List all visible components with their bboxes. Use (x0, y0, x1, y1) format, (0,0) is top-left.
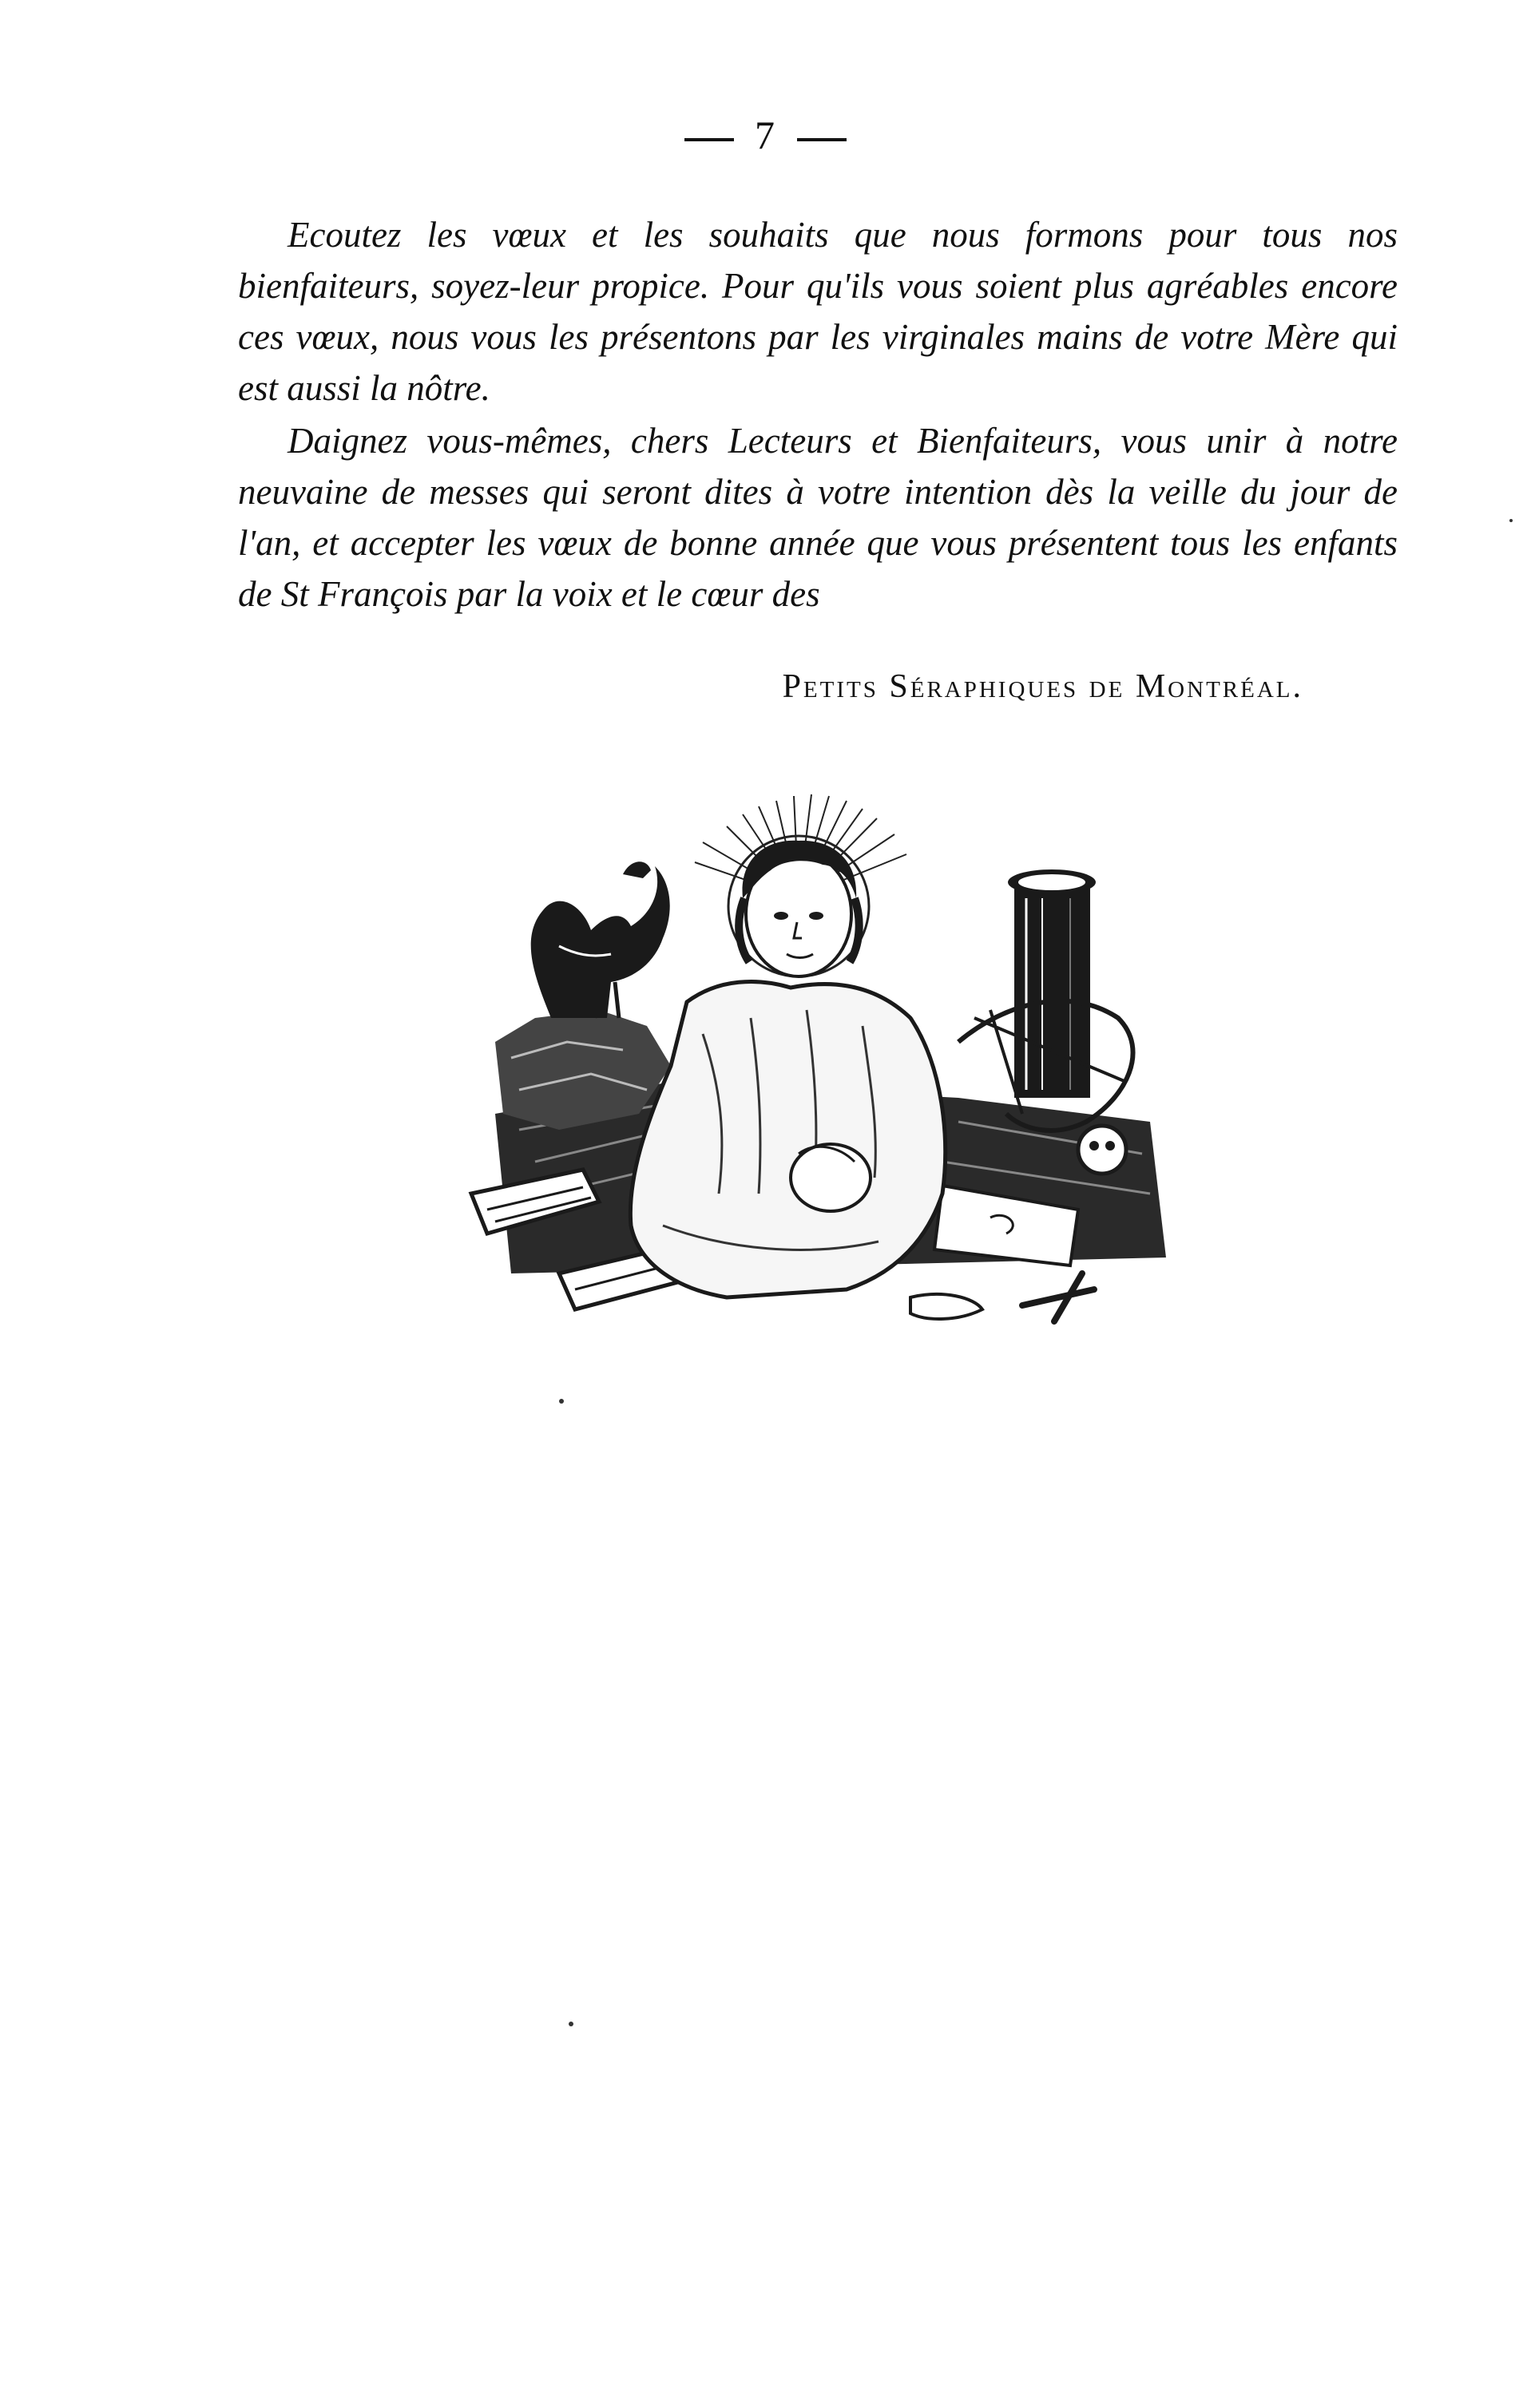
skull-icon (1078, 1126, 1126, 1174)
paragraph-2: Daignez vous-mêmes, chers Lecteurs et Bienfaiteurs, vous unir à notre neuvaine de messes qui seront dites à votre intention dès la veille du jour de l'an, et accepter les vœux de bonne année que vous présentent tous les enfants de St François par la voix et le cœur des (238, 421, 1398, 614)
speck (1509, 519, 1513, 522)
nails-icon (1022, 1273, 1094, 1321)
child-foot (910, 1294, 982, 1319)
speck (569, 2022, 573, 2026)
dash-left (684, 138, 734, 141)
signature: Petits Séraphiques de Montréal. (782, 668, 1303, 705)
page-number (0, 112, 1531, 158)
engraving-illustration (463, 778, 1182, 1353)
paragraph-1: Ecoutez les vœux et les souhaits que nous formons pour tous nos bienfaiteurs, soyez-leur propice. Pour qu'ils vous soient plus agréables encore ces vœux, nous vous les présentons par les virginales mains de votre Mère qui est aussi la nôtre. (238, 215, 1398, 408)
speck (559, 1399, 564, 1404)
dash-right (797, 138, 847, 141)
child-head (739, 841, 859, 976)
rooster-icon (531, 861, 670, 1018)
page-number-value: 7 (755, 113, 776, 157)
body-text (238, 209, 1398, 620)
